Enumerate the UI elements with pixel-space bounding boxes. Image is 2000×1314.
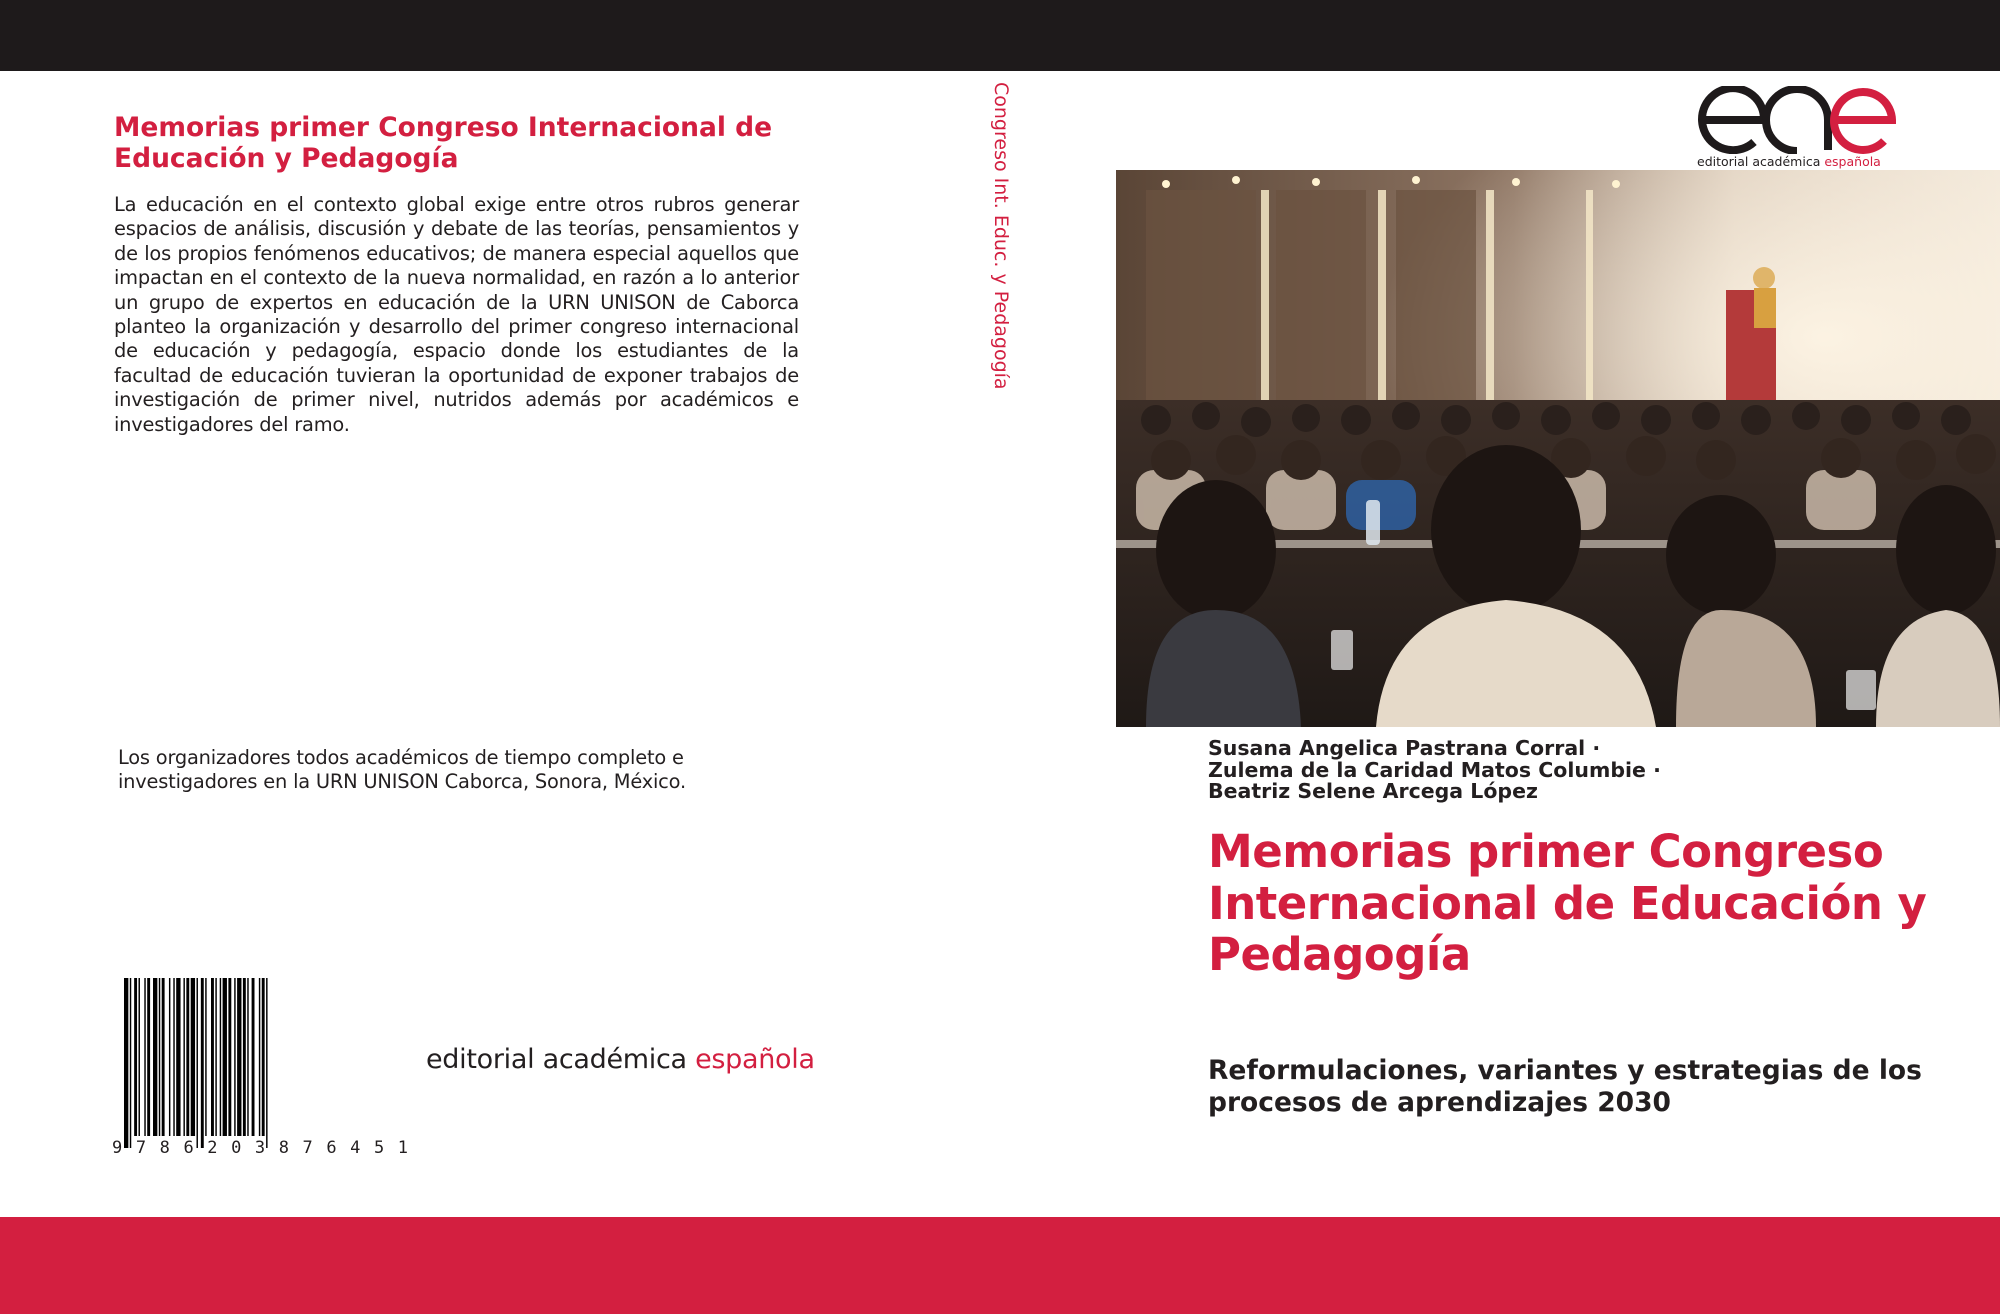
top-band xyxy=(0,0,2000,71)
barcode-bar xyxy=(215,978,216,1136)
barcode-bar xyxy=(223,978,227,1136)
barcode-bar xyxy=(159,978,160,1136)
logo-caption xyxy=(1697,154,1881,169)
barcode-bar xyxy=(153,978,157,1136)
front-cover-subtitle: Reformulaciones, variantes y estrategias de los procesos de aprendizajes 2030 xyxy=(1208,1055,1922,1118)
barcode-bar xyxy=(201,978,204,1148)
barcode-bar xyxy=(139,978,140,1136)
barcode-bar xyxy=(169,978,170,1136)
barcode-bar xyxy=(252,978,255,1136)
barcode-bar xyxy=(228,978,231,1136)
logo-caption-main: editorial académica xyxy=(1697,154,1825,169)
barcode-bar xyxy=(205,978,206,1136)
book-spine xyxy=(985,82,1015,482)
spine-title: Congreso Int. Educ. y Pedagogía xyxy=(990,82,1012,390)
barcode-bar xyxy=(147,978,150,1136)
author-1: Susana Angelica Pastrana Corral · xyxy=(1208,736,1601,760)
barcode-bar xyxy=(259,978,260,1136)
barcode-bar xyxy=(124,978,128,1148)
barcode-bar xyxy=(243,978,246,1136)
author-3: Beatriz Selene Arcega López xyxy=(1208,779,1538,803)
back-cover-organizers: Los organizadores todos académicos de tiempo completo e investigadores en la URN UNISON Caborca, Sonora, México. xyxy=(118,746,686,794)
author-2: Zulema de la Caridad Matos Columbie · xyxy=(1208,757,1661,782)
barcode-bar xyxy=(162,978,165,1136)
barcode-bar xyxy=(134,978,137,1136)
barcode-bar xyxy=(237,978,241,1136)
eae-logo-icon xyxy=(1696,86,1896,154)
isbn-barcode xyxy=(112,978,412,1156)
barcode-bar xyxy=(262,978,265,1136)
barcode-bar xyxy=(183,978,184,1136)
barcode-publisher-name xyxy=(426,1044,815,1075)
barcode-bar xyxy=(266,978,267,1148)
barcode-publisher-main: editorial académica xyxy=(426,1044,696,1075)
barcode-publisher-accent: española xyxy=(695,1044,815,1075)
logo-caption-accent: española xyxy=(1824,154,1881,169)
barcode-bars xyxy=(124,978,268,1148)
barcode-bar xyxy=(173,978,174,1136)
barcode-bar xyxy=(234,978,235,1136)
back-cover-blurb: La educación en el contexto global exige entre otros rubros generar espacios de análisis, discusión y debate de las teorías, pensamientos y de los propios fenómenos educativos; de manera especial aquellos que impactan en el contexto de la nueva normalidad, en razón a lo anterior un grupo de expertos en educación de la URN UNISON de Caborca planteo la organización y desarrollo del primer congreso internacional de educación y pedagogía, espacio donde los estudiantes de la facultad de educación tuvieran la oportunidad de exponer trabajos de investigación de primer nivel, nutridos además por académicos e investigadores del ramo. xyxy=(114,193,799,436)
authors-list xyxy=(1208,738,1968,803)
barcode-bar xyxy=(191,978,195,1136)
isbn-digits: 9 7 8 6 2 0 3 8 7 6 4 5 1 xyxy=(112,1138,408,1156)
front-cover-title: Memorias primer Congreso Internacional de Educación y Pedagogía xyxy=(1208,825,1927,981)
conference-scene xyxy=(1116,170,2000,727)
barcode-bar xyxy=(186,978,189,1136)
barcode-bar xyxy=(144,978,145,1136)
barcode-bar xyxy=(197,978,198,1148)
barcode-bar xyxy=(247,978,248,1136)
barcode-bar xyxy=(211,978,214,1136)
barcode-bar xyxy=(130,978,131,1148)
barcode-bar xyxy=(220,978,221,1136)
barcode-bar xyxy=(176,978,180,1136)
conference-audience-photo xyxy=(1116,170,2000,727)
back-cover-title: Memorias primer Congreso Internacional de Educación y Pedagogía xyxy=(114,112,773,174)
bottom-band xyxy=(0,1217,2000,1314)
